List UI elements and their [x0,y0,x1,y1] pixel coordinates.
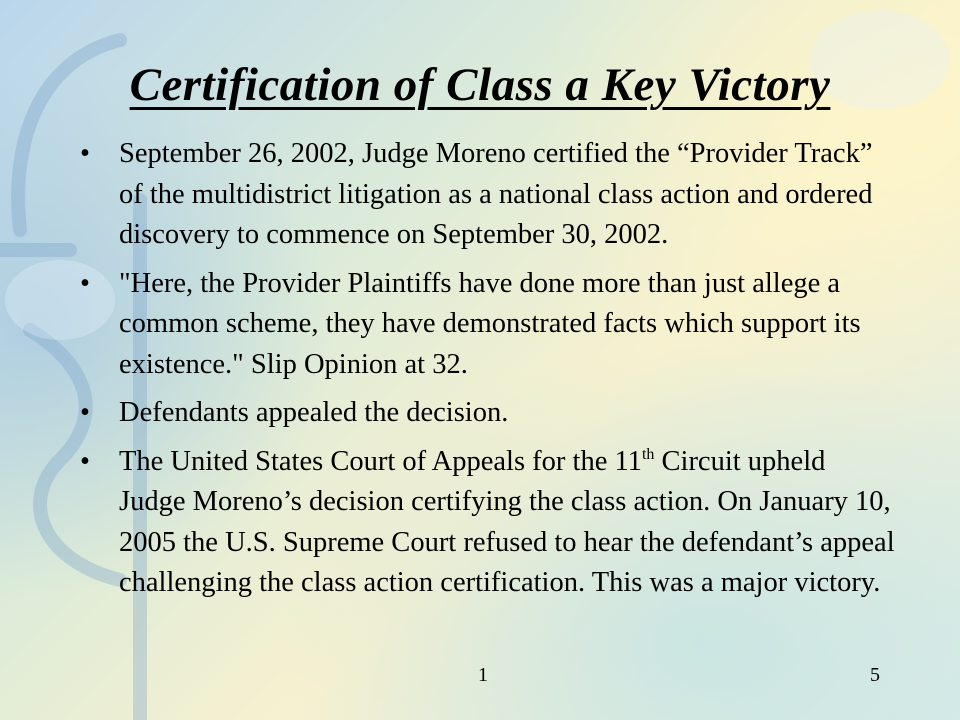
bullet-text-2: "Here, the Provider Plaintiffs have done more than just allege a common scheme, they have demonstrated facts which support its existence." Slip Opinion at 32. [119,267,861,380]
slide-page-number: 5 [870,664,880,686]
bullet-text-4a: The United States Court of Appeals for the 11 [119,445,642,477]
bullet-dot: • [80,138,90,169]
bullet-item-3 [78,393,898,434]
bullet-dot: • [80,445,90,477]
bullet-text-3: Defendants appealed the decision. [119,397,509,428]
bullet-item-4 [78,442,898,604]
bullet-dot: • [80,397,90,428]
slide-title: Certification of Class a Key Victory [129,59,831,111]
bullet-text-1: September 26, 2002, Judge Moreno certified the “Provider Track” of the multidistrict litigation as a national class action and ordered discovery to commence on September 30, 2002. [119,138,873,250]
bullet-list [78,134,898,612]
bullet-text-4b: Circuit upheld Judge Moreno’s decision certifying the class action. On January 10, 2005 the U.S. Supreme Court refused to hear the defendant’s appeal challenging the class action certification. This was a major victory. [119,445,895,598]
bullet-dot: • [80,267,90,299]
bullet-item-2 [78,264,898,386]
bullet-item-1 [78,134,898,256]
ordinal-superscript: th [641,445,655,463]
footer-left-number: 1 [478,664,488,686]
